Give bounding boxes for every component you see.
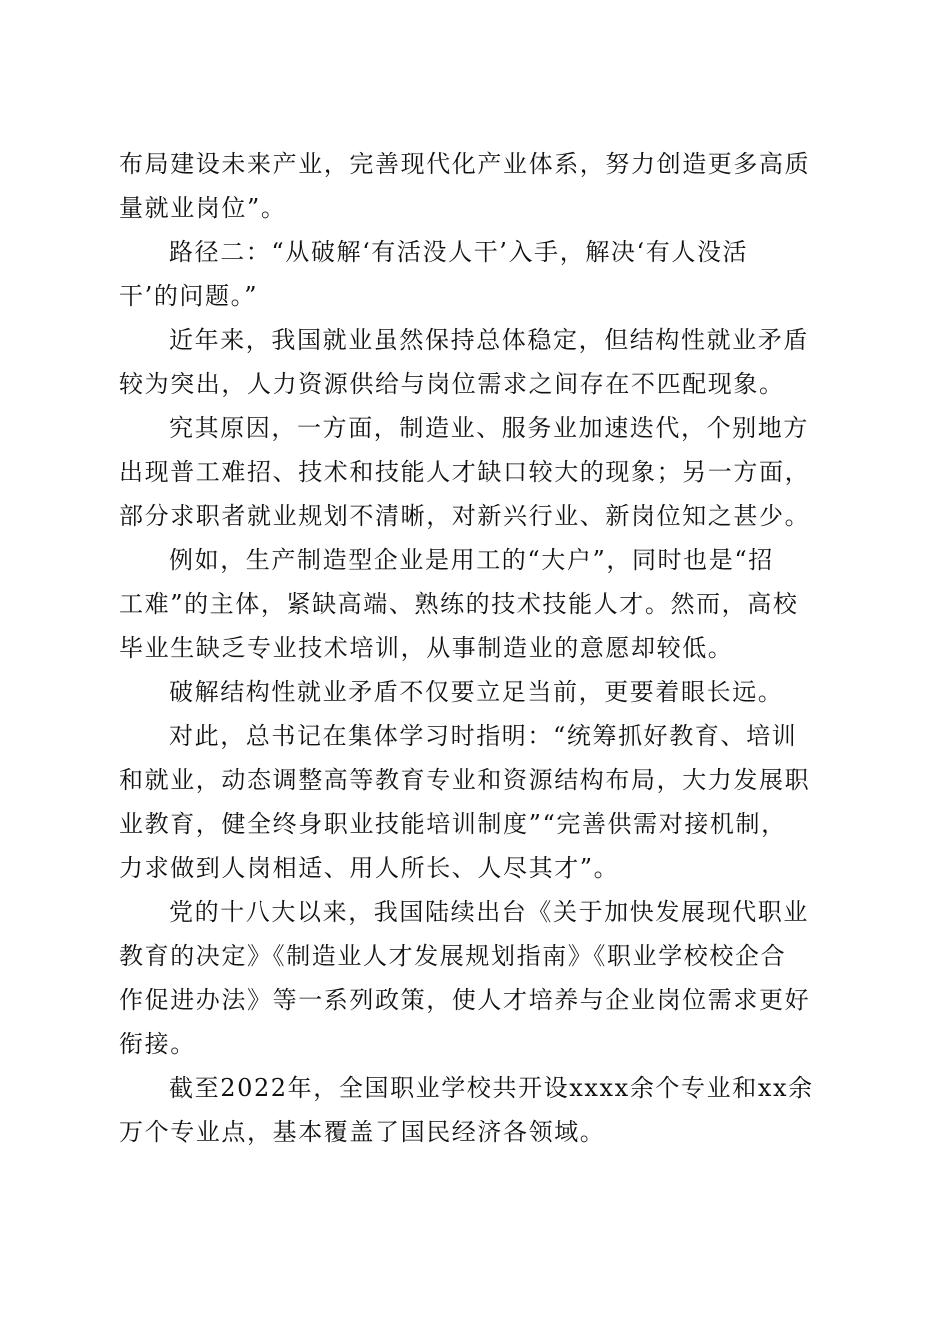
text-line: 工难”的主体，紧缺高端、熟练的技术技能人才。然而，高校 — [119, 590, 799, 618]
paragraph-5 — [119, 538, 831, 670]
text-line: 衔接。 — [119, 1030, 196, 1058]
text-line: 路径二：“从破解‘有活没人干’入手，解决‘有人没活 — [169, 238, 749, 266]
text-line: 例如，生产制造型企业是用工的“大户”，同时也是“招 — [169, 546, 774, 574]
paragraph-3 — [119, 318, 831, 406]
text-line: 和就业，动态调整高等教育专业和资源结构布局，大力发展职 — [119, 766, 811, 794]
text-line: 量就业岗位”。 — [119, 194, 287, 222]
text-line: 近年来，我国就业虽然保持总体稳定，但结构性就业矛盾 — [169, 326, 809, 354]
text-line: 作促进办法》等一系列政策，使人才培养与企业岗位需求更好 — [119, 986, 811, 1014]
text-line: 破解结构性就业矛盾不仅要立足当前，更要着眼长远。 — [169, 678, 784, 706]
text-line: 万个专业点，基本覆盖了国民经济各领域。 — [119, 1118, 606, 1146]
text-line: 较为突出，人力资源供给与岗位需求之间存在不匹配现象。 — [119, 370, 785, 398]
text-line: 布局建设未来产业，完善现代化产业体系，努力创造更多高质 — [119, 150, 811, 178]
text-line: 毕业生缺乏专业技术培训，从事制造业的意愿却较低。 — [119, 634, 734, 662]
text-line: 截至2022年，全国职业学校共开设xxxx余个专业和xx余 — [169, 1074, 814, 1102]
text-line: 出现普工难招、技术和技能人才缺口较大的现象；另一方面， — [119, 458, 811, 486]
document-body — [119, 142, 831, 1154]
paragraph-7 — [119, 714, 831, 890]
paragraph-6 — [119, 670, 831, 714]
paragraph-9 — [119, 1066, 831, 1154]
text-line: 力求做到人岗相适、用人所长、人尽其才”。 — [119, 854, 620, 882]
paragraph-8 — [119, 890, 831, 1066]
text-line: 究其原因，一方面，制造业、服务业加速迭代，个别地方 — [169, 414, 809, 442]
paragraph-4 — [119, 406, 831, 538]
text-line: 党的十八大以来，我国陆续出台《关于加快发展现代职业 — [169, 898, 809, 926]
text-line: 对此，总书记在集体学习时指明：“统筹抓好教育、培训 — [169, 722, 798, 750]
paragraph-1 — [119, 142, 831, 230]
text-line: 干’的问题。” — [119, 282, 259, 310]
text-line: 部分求职者就业规划不清晰，对新兴行业、新岗位知之甚少。 — [119, 502, 811, 530]
paragraph-2 — [119, 230, 831, 318]
text-line: 业教育，健全终身职业技能培训制度”“完善供需对接机制， — [119, 810, 787, 838]
text-line: 教育的决定》《制造业人才发展规划指南》《职业学校校企合 — [119, 942, 787, 970]
